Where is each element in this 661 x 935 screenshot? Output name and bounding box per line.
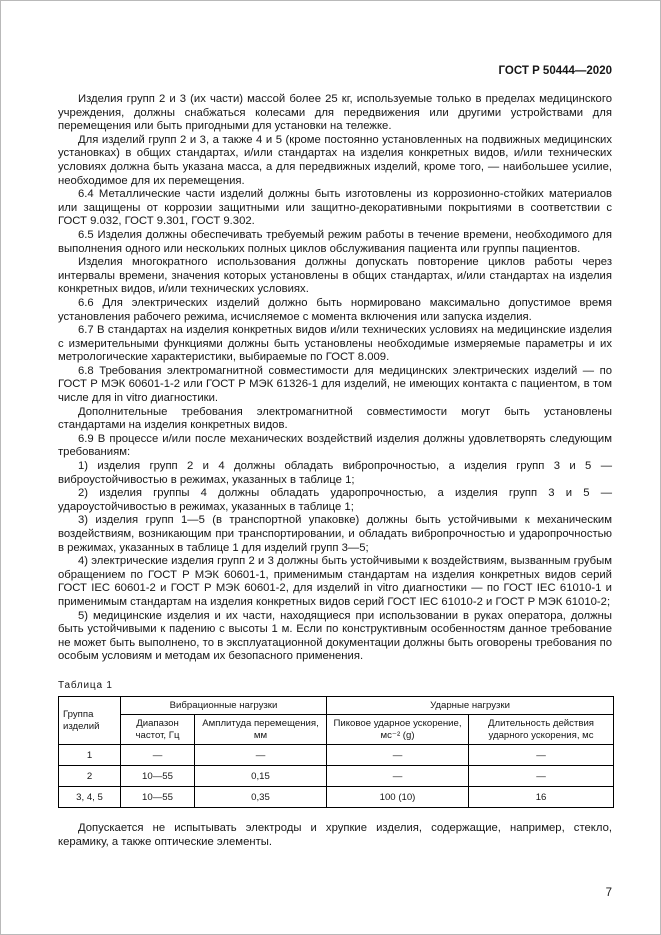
table-cell: 0,35	[195, 787, 327, 808]
table-cell: —	[469, 745, 614, 766]
table-cell: 10—55	[121, 766, 195, 787]
content-area	[58, 65, 612, 861]
page-number: 7	[605, 887, 612, 899]
table-row	[59, 787, 614, 808]
table-cell: 0,15	[195, 766, 327, 787]
paragraph: 1) изделия групп 2 и 4 должны обладать вибропрочностью, а изделия групп 3 и 5 — виброустойчивостью в режимах, указанных в таблице 1;	[58, 460, 612, 486]
table-cell: 3, 4, 5	[59, 787, 121, 808]
paragraph: 6.6 Для электрических изделий должно быть нормировано максимально допустимое время установления рабочего режима, исчисляемое с момента включения или запуска изделия.	[58, 296, 612, 323]
paragraph: 5) медицинские изделия и их части, находящиеся при использовании в руках оператора, должны быть устойчивыми к падению с высоты 1 м. Если по конструктивным особенностям данное требование не может быть выполнено, то в эксплуатационной документации должны быть оговорены требования по особым условиям и методам их безопасного применения.	[58, 609, 612, 663]
table-header-group: Группа изделий	[59, 696, 121, 745]
table-header-freq: Диапазон частот, Гц	[121, 715, 195, 745]
paragraph: Изделия групп 2 и 3 (их части) массой более 25 кг, используемые только в пределах медицинского учреждения, должны снабжаться колесами для передвижения или другими устройствами для перемещения или быть пригодными для установки на тележке.	[58, 93, 612, 133]
table-1	[58, 696, 614, 809]
paragraph: 3) изделия групп 1—5 (в транспортной упаковке) должны быть устойчивыми к механическим воздействиям, возникающим при транспортировании, и обладать вибропрочностью и ударопрочностью в режимах, указанных в таблице 1 для изделий групп 3—5;	[58, 514, 612, 554]
table-header-shock: Ударные нагрузки	[327, 696, 614, 715]
table-note: Допускается не испытывать электроды и хрупкие изделия, содержащие, например, стекло, керамику, а также оптические элементы.	[58, 822, 612, 849]
paragraph: 6.5 Изделия должны обеспечивать требуемый режим работы в течение времени, необходимого для выполнения одного или нескольких полных циклов обслуживания пациента или группы пациентов.	[58, 228, 612, 255]
table-row	[59, 766, 614, 787]
table-header-duration: Длительность действия ударного ускорения, мс	[469, 715, 614, 745]
paragraph: 4) электрические изделия групп 2 и 3 должны быть устойчивыми к воздействиям, вызванным грубым обращением по ГОСТ Р МЭК 60601-1, применимым стандартам на изделия конкретных видов серий ГОСТ IEC 60601-2 и ГОСТ Р МЭК 60601-2, для изделий in vitro диагностики — по ГОСТ IEC 61010-1 и применимым стандартам на изделия конкретных видов серий ГОСТ IEC 61010-2 и ГОСТ Р МЭК 61010-2;	[58, 555, 612, 608]
table-cell: —	[469, 766, 614, 787]
table-cell: —	[121, 745, 195, 766]
paragraph: Для изделий групп 2 и 3, а также 4 и 5 (кроме постоянно установленных на подвижных медицинских установках) в общих стандартах, и/или стандартах на изделия конкретных видов, и/или технических условиях должна быть указана масса, а для передвижных изделий, кроме того, — наибольшее усилие, необходимое для их перемещения.	[58, 133, 612, 187]
paragraph: 6.8 Требования электромагнитной совместимости для медицинских электрических изделий — по ГОСТ Р МЭК 60601-1-2 или ГОСТ Р МЭК 61326-1 для изделий, не имеющих контакта с пациентом, в том числе для in vitro диагностики.	[58, 364, 612, 405]
table-row	[59, 745, 614, 766]
table-cell: 10—55	[121, 787, 195, 808]
table-cell: 1	[59, 745, 121, 766]
paragraph: 2) изделия группы 4 должны обладать ударопрочностью, а изделия групп 3 и 5 — удароустойчивостью в режимах, указанных в таблице 1;	[58, 487, 612, 513]
body-text	[58, 93, 612, 664]
paragraph: 6.7 В стандартах на изделия конкретных видов и/или технических условиях на медицинские изделия с измерительными функциями должны быть установлены необходимые измеряемые параметры и их метрологические характеристики, выбираемые по ГОСТ 8.009.	[58, 324, 612, 364]
paragraph: Изделия многократного использования должны допускать повторение циклов работы через интервалы времени, значения которых установлены в общих стандартах, и/или стандартах на изделия конкретных видов, и/или технических условиях.	[58, 256, 612, 296]
table-header-row	[59, 696, 614, 715]
table-cell: —	[327, 745, 469, 766]
table-header-amplitude: Амплитуда перемещения, мм	[195, 715, 327, 745]
paragraph: Дополнительные требования электромагнитной совместимости могут быть установлены стандартами на изделия конкретных видов.	[58, 405, 612, 432]
table-cell: —	[195, 745, 327, 766]
table-cell: 16	[469, 787, 614, 808]
table-cell: 100 (10)	[327, 787, 469, 808]
table-header-vibration: Вибрационные нагрузки	[121, 696, 327, 715]
table-caption: Таблица 1	[58, 679, 113, 691]
paragraph: 6.4 Металлические части изделий должны быть изготовлены из коррозионно-стойких материалов или защищены от коррозии защитными или защитно-декоративными покрытиями в соответствии с ГОСТ 9.032, ГОСТ 9.301, ГОСТ 9.302.	[58, 188, 612, 228]
table-cell: 2	[59, 766, 121, 787]
table-subheader-row	[59, 715, 614, 745]
doc-number: ГОСТ Р 50444—2020	[498, 65, 612, 77]
table-header-peak: Пиковое ударное ускорение, мс⁻² (g)	[327, 715, 469, 745]
paragraph: 6.9 В процессе и/или после механических воздействий изделия должны удовлетворять следующим требованиям:	[58, 432, 612, 459]
table-cell: —	[327, 766, 469, 787]
